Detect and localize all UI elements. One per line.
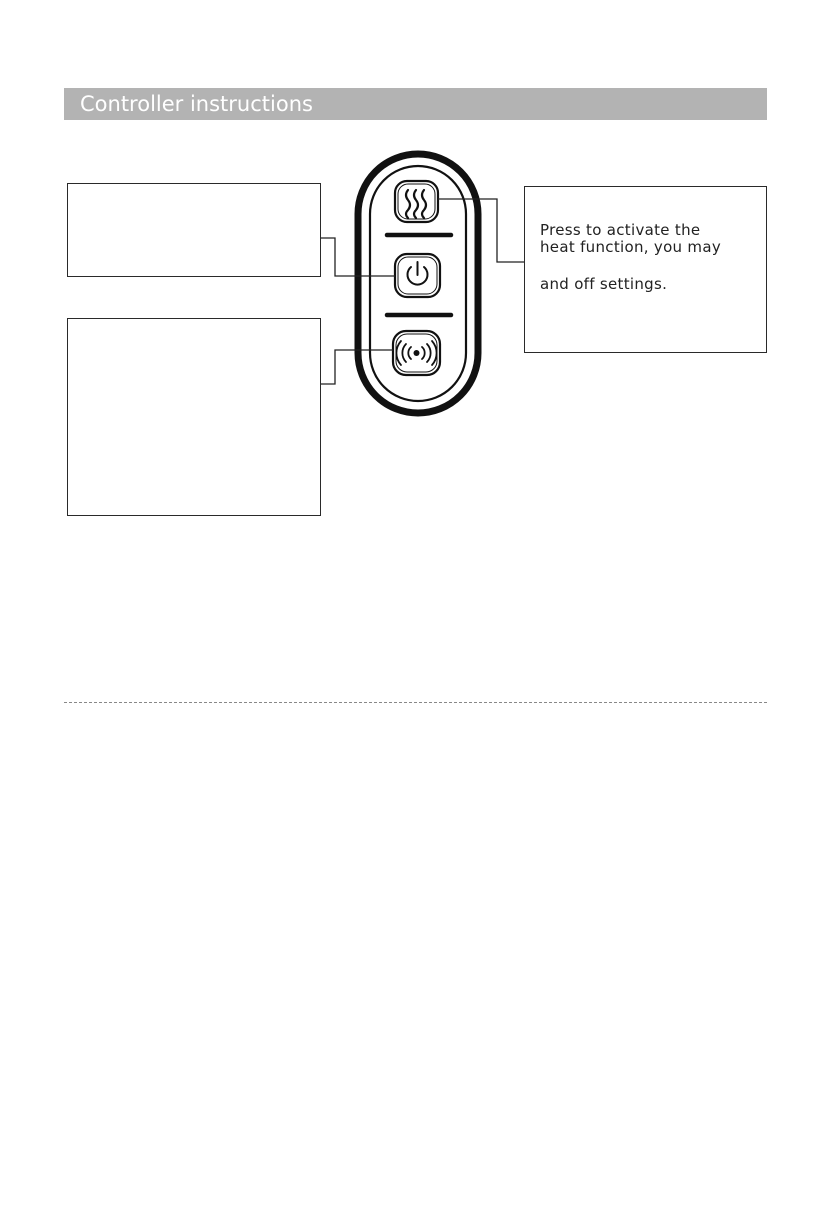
vibrate-button[interactable] <box>393 331 440 375</box>
heat-callout-line-1: Press to activate the <box>540 221 701 239</box>
power-button[interactable] <box>395 254 440 297</box>
heat-callout-line-3: and off settings. <box>540 275 668 293</box>
heat-button[interactable] <box>395 181 438 222</box>
dashed-divider <box>64 702 767 703</box>
heat-callout-line-2: heat function, you may <box>540 238 721 256</box>
section-title: Controller instructions <box>80 92 313 116</box>
